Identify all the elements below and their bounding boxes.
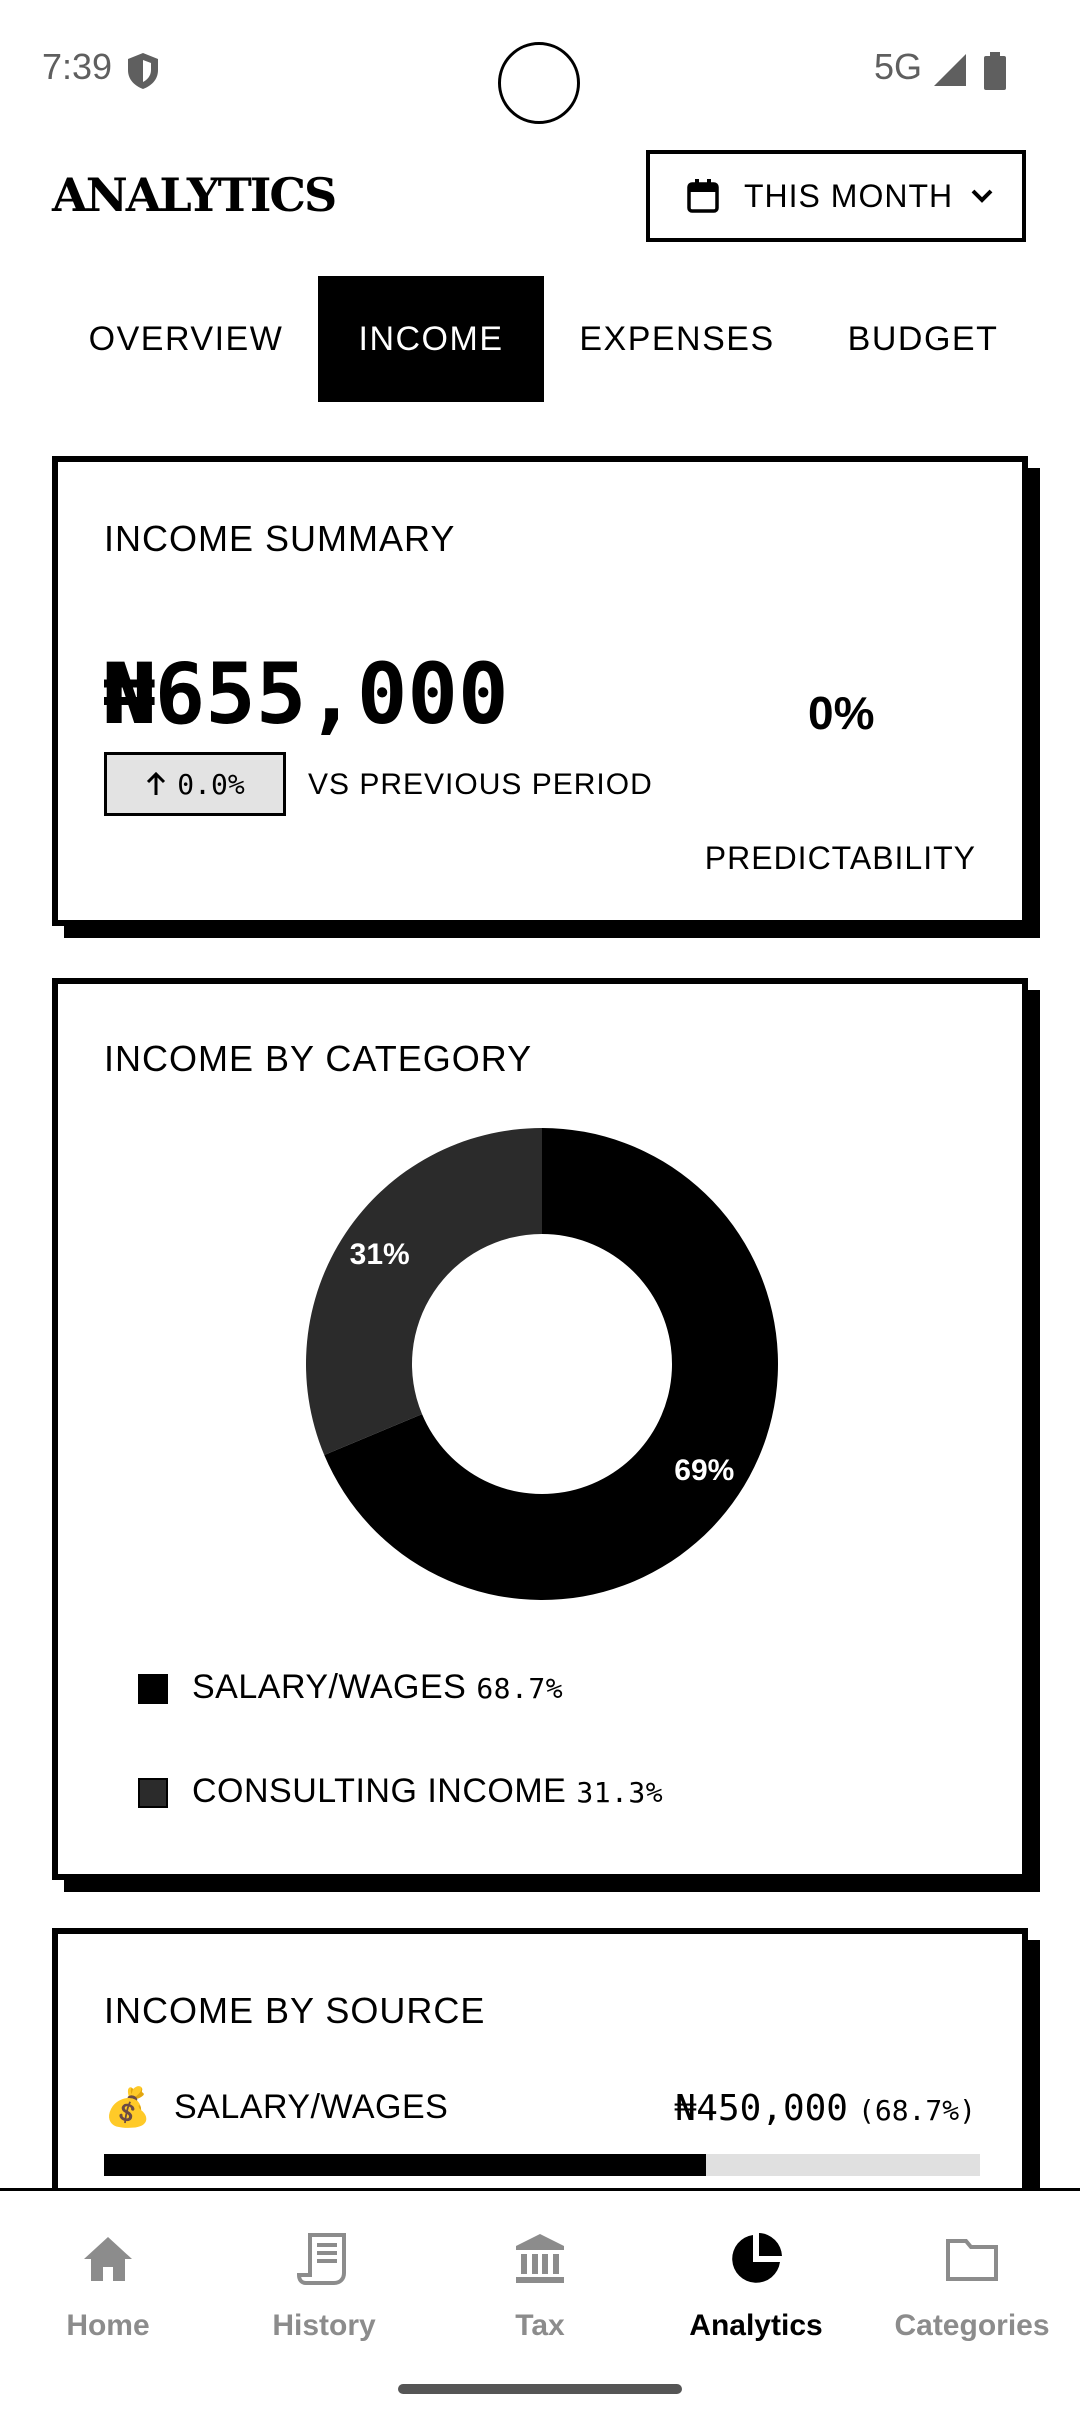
receipt-icon (296, 2231, 352, 2287)
source-name: SALARY/WAGES (174, 2088, 449, 2126)
home-indicator (398, 2384, 682, 2394)
nav-analytics[interactable]: Analytics (656, 2231, 856, 2343)
calendar-icon (686, 178, 720, 214)
tab-expenses[interactable]: EXPENSES (579, 319, 775, 358)
legend-swatch-consulting (138, 1778, 168, 1808)
legend-item-consulting: CONSULTING INCOME 31.3% (192, 1772, 664, 1810)
income-summary-card (52, 456, 1028, 926)
change-badge (104, 752, 286, 816)
tab-income[interactable]: INCOME (318, 276, 544, 402)
signal-icon (932, 52, 968, 88)
chevron-down-icon (969, 187, 995, 205)
card-title: INCOME BY CATEGORY (104, 1038, 533, 1079)
nav-history[interactable]: History (224, 2231, 424, 2343)
donut-slice-label-1: 31% (349, 1237, 410, 1271)
nav-categories[interactable]: Categories (872, 2231, 1072, 2343)
card-title: INCOME SUMMARY (104, 518, 456, 559)
donut-slice-label-0: 69% (674, 1454, 735, 1488)
page-title: ANALYTICS (52, 168, 336, 222)
total-income-amount: ₦655,000 (104, 645, 509, 743)
legend-swatch-salary (138, 1674, 168, 1704)
bank-icon (512, 2231, 568, 2287)
legend-item-salary: SALARY/WAGES 68.7% (192, 1668, 564, 1706)
period-selector-button[interactable] (646, 150, 1026, 242)
change-value: 0.0% (177, 767, 245, 801)
source-amount: ₦450,000 (68.7%) (674, 2088, 976, 2129)
predictability-label: PREDICTABILITY (704, 840, 976, 876)
tab-budget[interactable]: BUDGET (847, 319, 999, 358)
pie-chart-icon (728, 2231, 784, 2287)
shield-icon (126, 52, 160, 90)
period-label: THIS MONTH (744, 177, 954, 214)
card-title: INCOME BY SOURCE (104, 1990, 486, 2031)
nav-home[interactable]: Home (8, 2231, 208, 2343)
donut-slice-1 (306, 1128, 542, 1455)
folder-icon (944, 2231, 1000, 2287)
income-donut-chart (302, 1124, 782, 1604)
arrow-up-icon (145, 771, 167, 797)
income-by-category-card (52, 978, 1028, 1880)
home-icon (80, 2231, 136, 2287)
money-bag-icon: 💰 (104, 2087, 152, 2129)
nav-tax[interactable]: Tax (440, 2231, 640, 2343)
source-progress-bar (104, 2154, 980, 2176)
tab-overview[interactable]: OVERVIEW (88, 319, 284, 358)
status-time: 7:39 (42, 46, 113, 87)
network-type: 5G (874, 46, 923, 87)
battery-icon (984, 52, 1006, 90)
camera-cutout (498, 42, 580, 124)
comparison-label: VS PREVIOUS PERIOD (308, 768, 653, 801)
source-progress-fill (104, 2154, 706, 2176)
predictability-value: 0% (808, 687, 875, 739)
